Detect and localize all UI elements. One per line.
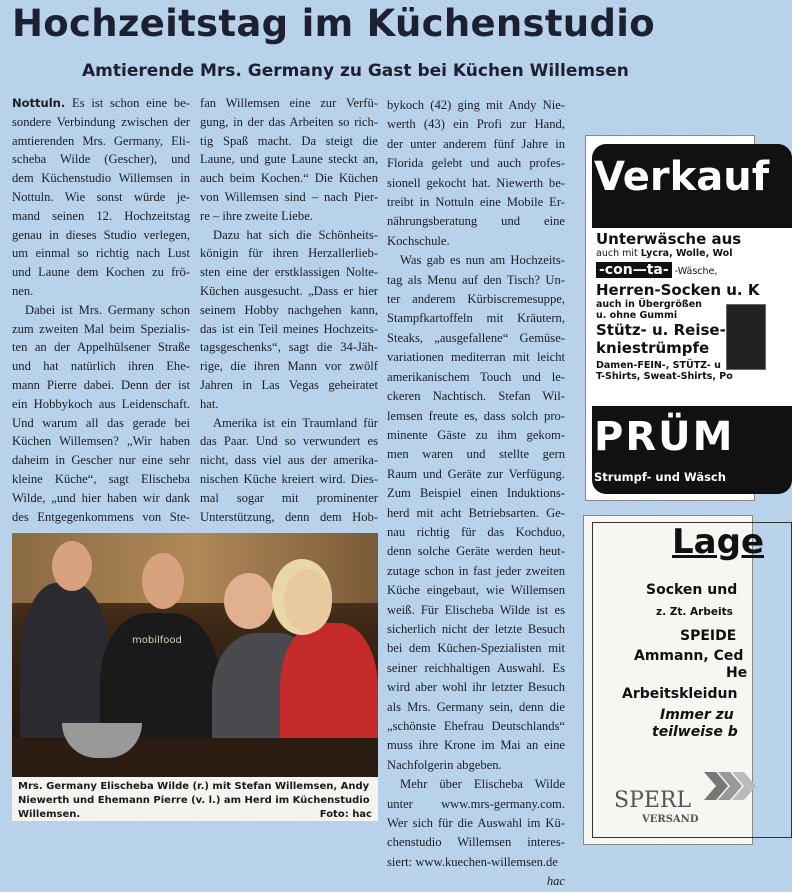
article-line: variationen mediterran mit leicht [387,350,565,365]
advertisement-sperl [583,515,765,845]
article-line: Raum und Geräte zur Verfügung. [387,466,565,481]
article-line: unter www.mrs-germany.com. [387,796,565,811]
article-line: Nottuln. Wie sonst würde je- [12,189,190,204]
article-line: nicht, dass viel aus der amerika- [200,453,378,468]
article-line: zutage schon in fast jeder zweiten [387,563,565,578]
article-line [12,94,190,113]
article-line: Laune, und gute Laune steckt an, [200,152,378,167]
article-line: genau in dieses Studio verlegen, [12,227,190,242]
article-paragraph [387,96,565,251]
article-line: Steaks, „ausgefallene“ Gemüse- [387,330,565,345]
article-line: tag als Menu auf den Tisch? Un- [387,272,565,287]
ad-line: Lycra, Wolle, Wol [640,248,733,259]
counter [12,738,378,778]
article-line: Wer sich für die Auswahl im Kü- [387,816,565,831]
article-line: ein Hobbykoch aus Leidenschaft. [12,396,190,411]
article-line: Unterstützung, denn dem Hob- [200,509,378,524]
article-line: Dabei ist Mrs. Germany schon [25,302,190,317]
article-column-2 [200,94,378,526]
article-line: Dazu hat sich die Schönheits- [213,227,378,242]
article-line: Amerika ist ein Traumland für [213,415,378,430]
face [142,553,184,609]
photo-credit: Foto: hac [319,809,372,820]
article-line: rige, die ihren Mann vor zwölf [200,359,378,374]
article-line: denn solche Geräte werden heut- [387,544,565,559]
article-line: siert: www.kuechen-willemsen.de [387,854,558,869]
article-line: bykoch (42) ging mit Andy Nie- [387,98,565,112]
article-line: der unter anderem fünf Jahre in [387,136,565,151]
ad-headline: Verkauf [594,154,770,200]
sperl-chevrons-icon [704,766,754,806]
article-line: weiß. Für Elischeba Wilde ist es [387,602,565,617]
article-line: Und warum all das gerade bei [12,415,190,430]
ad-line: auch in Übergrößen [596,299,702,310]
ad-line: Socken und [646,582,738,598]
article-line: men waren und stellte gern [387,447,565,462]
dateline: Nottuln. [12,96,66,110]
article-line: mal sogar mit prominenter [200,490,378,505]
article-line: treibt in Nottuln eine Mobile Er- [387,195,565,210]
ad-line: auch mit [596,248,641,259]
face [52,541,92,591]
advertisement-pruem [585,135,770,501]
ad-line: teilweise b [652,724,738,740]
article-line: minente Gäste zu ihm gekom- [387,427,565,442]
author-initials: hac [546,874,565,889]
article-photo [12,533,378,777]
article-line: Küchen ausgesucht. „Dass er hier [200,283,378,298]
article-line: mand seinen 12. Hochzeitstag [12,208,190,223]
article-line: re – ihre zweite Liebe. [200,208,313,223]
ad-line: u. ohne Gummi [596,310,678,321]
ad-line: Stütz- u. Reise- [596,321,726,339]
conta-logo: -con—ta- [596,262,672,278]
article-line: von Willemsen sind – nach Pier- [200,189,378,204]
article-paragraph [200,226,378,414]
ad-line: Ammann, Ced [634,648,744,664]
article-line: Mehr über Elischeba Wilde [400,777,565,792]
article-paragraph [387,251,565,775]
article-line: dem Küchenstudio Willemsen in [12,171,190,186]
article-line: Küchen Willemsen? „Wir haben [12,434,190,449]
ad-line: -Wäsche, [671,266,718,277]
article-line: lemsen freute es, dass solch pro- [387,408,565,423]
article-line: Florida gelebt und auch profes- [387,156,565,171]
article-line: amerikanischem Touch und le- [387,369,565,384]
article-line: des Entgegenkommens von Ste- [12,509,190,524]
ad-line: T-Shirts, Sweat-Shirts, Po [596,371,733,382]
article-paragraph [12,301,190,527]
article-line: Zum Beispiel einen Induktions- [387,486,565,501]
article-paragraph [387,775,565,872]
ad-tagline: Strumpf- und Wäsch [594,470,726,484]
article-paragraph [200,94,378,226]
article-line: herd mit acht Betriebsarten. Ge- [387,505,565,520]
article-line: ckeren Nachtisch. Stefan Wil- [387,389,565,404]
article-line: königin für ihren Herzallerlieb- [200,246,378,261]
article-line: Nachfolgerin abgeben. [387,757,502,772]
face [284,569,332,633]
article-line: nischen Küche kreiert wird. Dies- [200,471,378,486]
ad-company-name: PRÜM [594,414,735,460]
face [224,573,274,629]
article-line: muss ihre Krone im Mai an eine [387,738,565,753]
article-line: kleine Küche“, sagt Elischeba [12,471,190,486]
caption-text: Mrs. Germany Elischeba Wilde (r.) mit Stefan Willemsen, Andy Niewerth und Ehemann Pierre (v. l.) am Herd im Küchenstudio Willemsen. [18,781,370,820]
article-line: seiner reichhaltigen Auswahl. Es [387,660,565,675]
article-line: das Paar. Und so verwundert es [200,434,378,449]
article-line: tig Spaß macht. Da steigt die [200,133,378,148]
ad-product-image [726,304,766,370]
article-line: Was gab es nun am Hochzeits- [400,253,565,268]
photo-caption [12,777,378,821]
headline: Hochzeitstag im Küchenstudio [12,2,655,45]
article-line: werth (43) ein Profi zur Hand, [387,117,565,132]
ad-line: Herren-Socken u. K [596,281,760,299]
article-line: sicherlich nicht der letzte Besuch [387,621,565,636]
article-line: nen. [12,283,34,298]
ad-line: SPEIDE [680,628,737,644]
article-line: gung, in der das Arbeiten so rich- [200,114,378,129]
article-line: nau richtig für das Kochduo, [387,524,565,539]
article-line: chenstudio Willemsen interes- [387,835,565,850]
article-line: sionell gekocht hat. Niewerth be- [387,175,565,190]
article-line: hat. [200,396,219,411]
article-line: als Mrs. Germany sein, denn die [387,699,565,714]
article-line: auch beim Kochen.“ Die Küchen [200,171,378,186]
ad-line: Immer zu [660,707,734,723]
article-line: wird aber wohl ihr letzter Besuch [387,680,565,695]
article-line: „schönste Ehefrau Deutschlands“ [387,719,565,733]
article-line: amtierenden Mrs. Germany, Eli- [12,133,190,148]
article-line-text: Es ist schon eine be- [72,96,190,110]
ad-line: kniestrümpfe [596,339,710,357]
article-line: ten an der Appelhülsener Straße [12,340,190,355]
article-line: sondere Verbindung zwischen der [12,114,190,129]
ad-line: He [726,665,748,681]
article-line: Jahren in Las Vegas geheiratet [200,377,378,392]
ad-headline: Lage [672,522,765,562]
ad-line: Damen-FEIN-, STÜTZ- u [596,360,721,371]
article-line: daheim in Gescher nur eine sehr [12,453,190,468]
article-line: bei dem Küchen-Spezialisten mit [387,641,565,656]
article-line: Stampfkartoffeln mit Kräutern, [387,311,565,326]
article-line: seinem Hobby nachgehen kann, [200,302,378,317]
article-line: scheba Wilde (Gescher), und [12,152,190,167]
article-line: das ist ein Teil meines Hochzeits- [200,321,378,336]
ad-line: Unterwäsche aus [596,230,742,248]
sperl-logo-sub: VERSAND [642,814,699,825]
article-paragraph [200,414,378,527]
article-line: Wilde, „und hier haben wir dank [12,490,190,505]
article-line: und Laune dem Kochen zu frö- [12,265,190,280]
article-line: um einmal so richtig nach Lust [12,246,190,261]
article-line: mann Pierre dabei. Denn der ist [12,377,190,392]
article-line: nährungsberatung und eine [387,214,565,229]
subheadline: Amtierende Mrs. Germany zu Gast bei Küchen Willemsen [82,61,629,81]
article-line: sten eine der erstklassigen Nolte- [200,265,378,280]
article-column-1 [12,94,190,526]
article-line: ter anderem Kürbiscremesuppe, [387,292,565,307]
ad-line: z. Zt. Arbeits [656,606,733,618]
article-line: fan Willemsen eine zur Verfü- [200,96,378,110]
article-line: Küche eingebaut, wie Willemsen [387,583,565,598]
article-line: und hat natürlich ihren Ehe- [12,359,190,374]
article-line: tagsgeschenks“, sagt die 34-Jäh- [200,340,378,355]
article-line: zum zweiten Mal beim Spezialis- [12,321,190,336]
shirt-logo: mobilfood [132,635,182,646]
article-paragraph [12,94,190,301]
article-column-3 [387,96,565,892]
article-line: Kochschule. [387,233,450,248]
ad-line: Arbeitskleidun [622,686,738,702]
sperl-logo: SPERL [614,788,692,813]
